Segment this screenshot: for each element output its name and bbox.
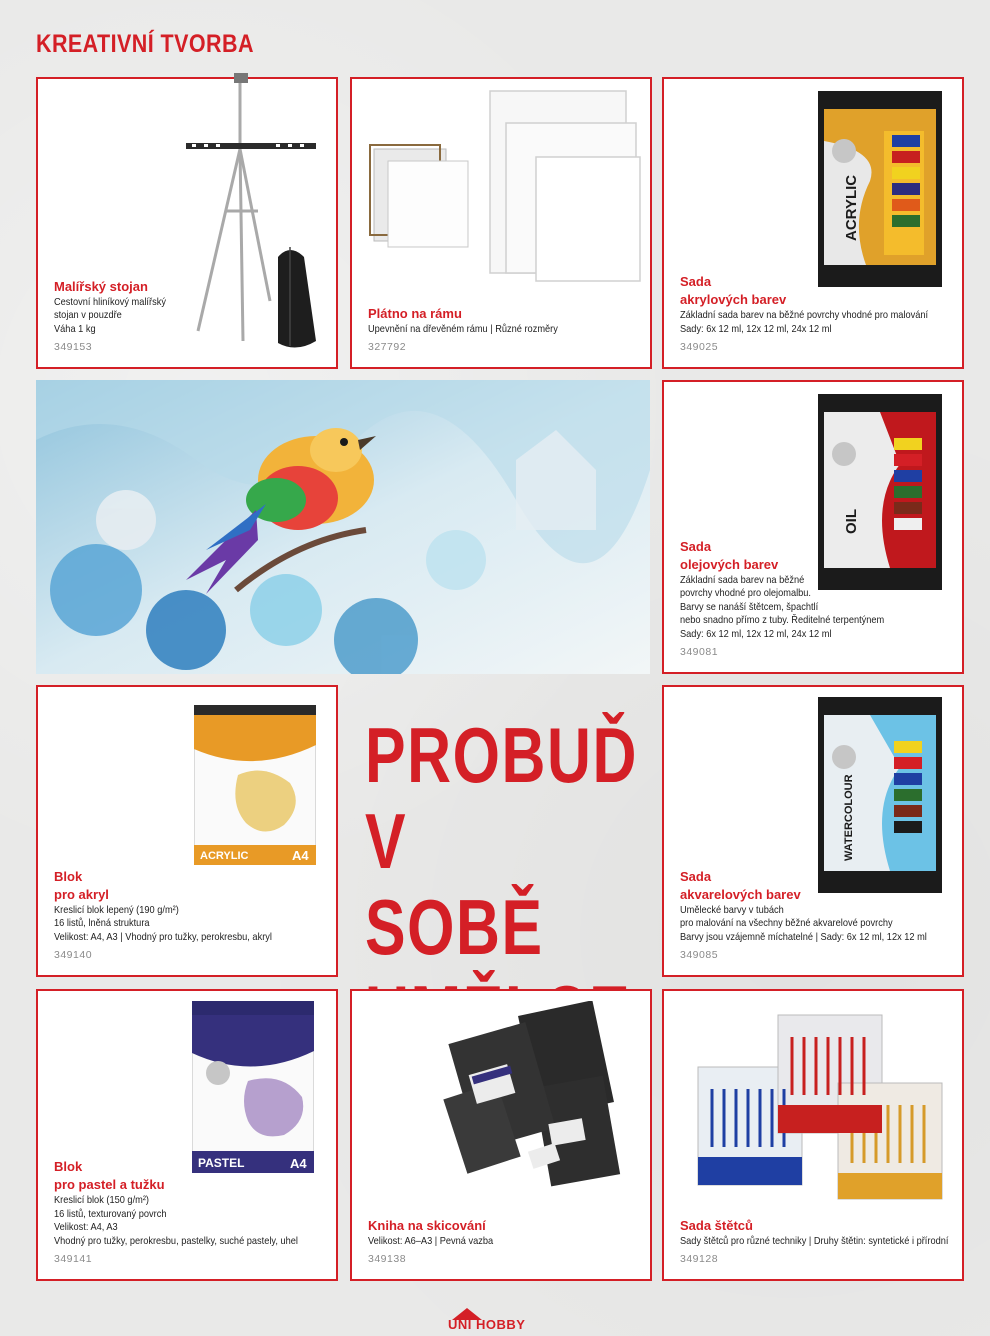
product-desc-line: pro malování na všechny běžné akvarelové povrchy: [680, 917, 893, 929]
product-name: pro pastel a tužku: [54, 1177, 165, 1192]
product-code: 349140: [54, 949, 93, 961]
product-name: pro akryl: [54, 886, 109, 902]
product-desc-line: povrchy vhodné pro olejomalbu.: [680, 587, 811, 599]
product-name: Plátno na rámu: [368, 305, 462, 321]
product-info: [368, 305, 640, 354]
product-card-oil[interactable]: [662, 380, 964, 674]
product-desc-line: Cestovní hliníkový malířský: [54, 295, 166, 308]
product-name: Sada: [680, 868, 712, 884]
pad-size: A4: [292, 848, 309, 863]
section-title: KREATIVNÍ TVORBA: [36, 30, 254, 58]
product-desc-line: nebo snadno přímo z tuby. Ředitelné terpentýnem: [680, 614, 885, 626]
product-info: [680, 868, 952, 962]
product-desc-line: Barvy jsou vzájemně míchatelné | Sady: 6x 12 ml, 12x 12 ml: [680, 930, 927, 943]
product-name: Blok: [54, 1159, 83, 1174]
product-code: 349153: [54, 341, 93, 353]
product-desc-line: Kreslicí blok lepený (190 g/m²): [54, 903, 179, 916]
product-desc-line: Umělecké barvy v tubách: [680, 903, 784, 916]
sketchbook-image: [432, 1001, 632, 1201]
product-desc-line: Velikost: A4, A3: [54, 1221, 118, 1233]
product-desc-line: Sady: 6x 12 ml, 12x 12 ml, 24x 12 ml: [680, 322, 832, 335]
product-desc-line: Velikost: A6–A3 | Pevná vazba: [368, 1234, 494, 1247]
product-code: 349081: [680, 646, 719, 658]
product-name: akrylových barev: [680, 292, 787, 307]
pad-label: PASTEL: [198, 1156, 245, 1170]
acrylic-paint-box-image: [810, 91, 950, 287]
product-info: [680, 273, 952, 353]
product-name: Sada: [680, 538, 712, 554]
product-name: Kniha na skicování: [368, 1217, 486, 1233]
product-desc-line: Vhodný pro tužky, perokresbu, pastelky, suché pastely, uhel: [54, 1234, 298, 1247]
product-code: 349141: [54, 1253, 93, 1265]
product-card-brushes[interactable]: [662, 989, 964, 1281]
bird-painting-banner: [36, 380, 650, 674]
product-desc-line: 16 listů, lněná struktura: [54, 917, 150, 929]
product-card-acrylic[interactable]: [662, 77, 964, 369]
brush-set-image: [692, 997, 952, 1201]
product-desc-line: Sady: 6x 12 ml, 12x 12 ml, 24x 12 ml: [680, 627, 832, 640]
watercolour-box-image: [810, 697, 950, 893]
product-desc-line: Velikost: A4, A3 | Vhodný pro tužky, perokresbu, akryl: [54, 930, 272, 943]
product-card-watercolour[interactable]: [662, 685, 964, 977]
pad-size: A4: [290, 1156, 307, 1171]
box-label: ACRYLIC: [843, 174, 860, 241]
canvas-image: [366, 87, 646, 287]
product-code: 349138: [368, 1253, 407, 1265]
slogan-line: PROBUĎ: [365, 711, 639, 799]
product-desc-line: stojan v pouzdře: [54, 309, 122, 321]
product-name: olejových barev: [680, 556, 779, 572]
product-info: [680, 1217, 952, 1266]
product-desc-line: Upevnění na dřevěném rámu | Různé rozměry: [368, 322, 558, 335]
product-name: Sada: [680, 274, 712, 289]
bird-painting-image: [36, 380, 650, 674]
product-info: [368, 1217, 640, 1266]
product-desc-line: Kreslicí blok (150 g/m²): [54, 1194, 149, 1206]
product-info: [54, 278, 326, 354]
product-card-acrylic-pad[interactable]: [36, 685, 338, 977]
product-info: [54, 1158, 326, 1265]
pastel-pad-image: [192, 1001, 314, 1173]
product-code: 327792: [368, 341, 407, 353]
product-card-canvas[interactable]: [350, 77, 652, 369]
product-name: Malířský stojan: [54, 278, 148, 294]
product-desc-line: Sady štětců pro různé techniky | Druhy štětin: syntetické i přírodní: [680, 1234, 949, 1247]
product-name: akvarelových barev: [680, 886, 801, 902]
product-desc-line: Základní sada barev na běžné povrchy vhodné pro malování: [680, 309, 929, 321]
product-info: [680, 538, 952, 659]
acrylic-pad-image: [194, 705, 316, 865]
product-code: 349128: [680, 1253, 719, 1265]
uni-hobby-logo: [448, 1306, 552, 1332]
product-desc-line: Základní sada barev na běžné: [680, 573, 805, 586]
product-name: Blok: [54, 868, 83, 884]
box-label: OIL: [843, 509, 860, 534]
pad-label: ACRYLIC: [200, 850, 249, 862]
product-code: 349085: [680, 949, 719, 961]
product-info: [54, 868, 326, 962]
product-desc-line: Barvy se nanáší štětcem, špachtlí: [680, 600, 819, 613]
product-name: Sada štětců: [680, 1217, 753, 1233]
product-card-sketchbook[interactable]: [350, 989, 652, 1281]
product-desc-line: 16 listů, texturovaný povrch: [54, 1207, 167, 1220]
product-card-easel[interactable]: [36, 77, 338, 369]
slogan-line: V SOBĚ: [365, 797, 544, 971]
brand-name: UNI HOBBY: [448, 1317, 526, 1332]
product-desc-line: Váha 1 kg: [54, 322, 96, 335]
product-card-pastel-pad[interactable]: [36, 989, 338, 1281]
product-code: 349025: [680, 341, 719, 353]
box-label: WATERCOLOUR: [843, 774, 855, 861]
